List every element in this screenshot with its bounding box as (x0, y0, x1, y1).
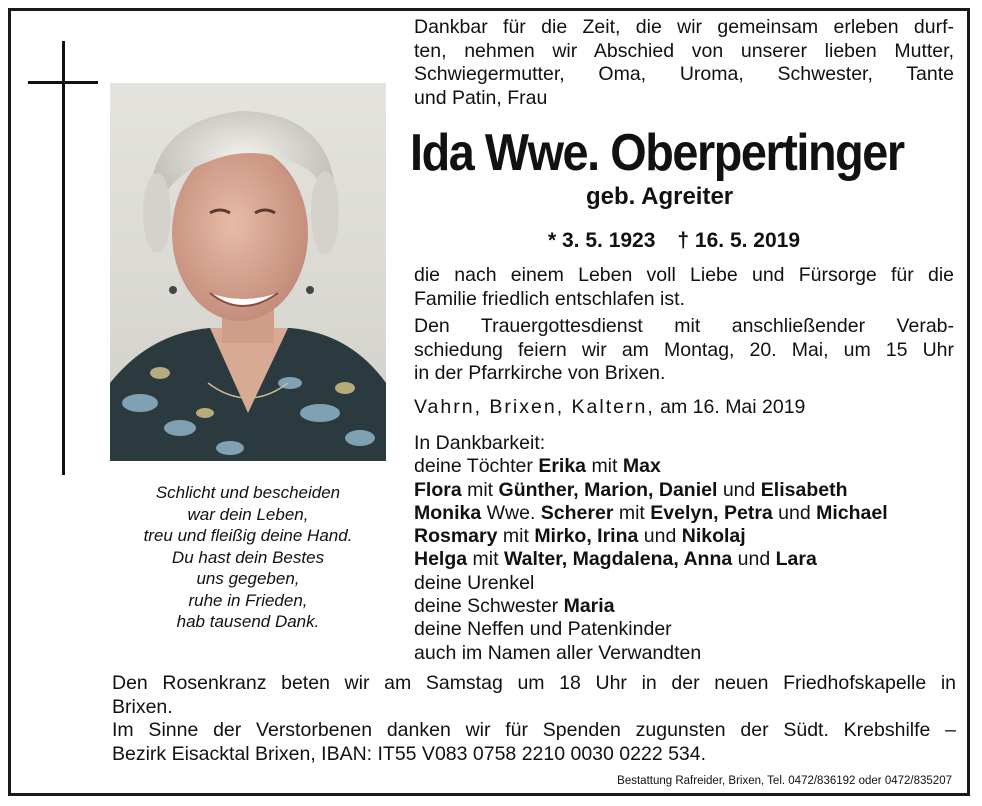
poem-line: uns gegeben, (196, 569, 300, 588)
intro-line: Schwiegermutter, Oma, Uroma, Schwester, Tante (414, 63, 954, 85)
mourner-name: Walter, Magdalena, Anna (503, 548, 733, 571)
mourner-text: deine Schwester (414, 595, 559, 618)
mourner-text: und (643, 525, 677, 548)
mourner-name: Monika (414, 501, 482, 524)
poem-line: treu und fleißig deine Hand. (143, 526, 353, 545)
mourner-line (414, 455, 959, 478)
mourner-line (414, 595, 959, 618)
intro-text (414, 16, 954, 110)
donation-line: Bezirk Eisacktal Brixen, IBAN: IT55 V083 0758 2210 0030 0222 534. (112, 742, 707, 765)
mourner-name: Maria (563, 595, 615, 618)
birth-date: * 3. 5. 1923 (548, 229, 656, 252)
cross-icon (62, 41, 65, 475)
poem-line: Du hast dein Bestes (171, 547, 325, 567)
mourner-name: Scherer (540, 501, 614, 524)
mourner-text: mit (467, 478, 494, 501)
place-and-date (414, 396, 805, 419)
thanks-heading: In Dankbarkeit: (414, 432, 546, 454)
deceased-name: Ida Wwe. Oberpertinger (410, 124, 904, 182)
cross-icon-bar (28, 81, 98, 84)
mourner-name: Nikolaj (681, 525, 746, 548)
mourner-name: Flora (414, 478, 462, 501)
announcements (112, 672, 956, 766)
poem-line: ruhe in Frieden, (188, 590, 308, 610)
poem-line: Schlicht und bescheiden (155, 483, 341, 502)
intro-line: ten, nehmen wir Abschied von unserer lieben Mutter, (414, 39, 954, 62)
rosary-line: Den Rosenkranz beten wir am Samstag um 18 Uhr in der neuen Friedhofskapelle in (112, 672, 956, 694)
mourner-text: Wwe. (486, 501, 536, 524)
mourner-name: Mirko, Irina (534, 525, 639, 548)
service-line: in der Pfarrkirche von Brixen. (414, 362, 666, 384)
mourner-name: Günther, Marion, Daniel (498, 478, 718, 501)
mourner-name: Elisabeth (760, 478, 848, 501)
death-date: † 16. 5. 2019 (677, 229, 801, 252)
mourner-line: auch im Namen aller Verwandten (414, 641, 702, 664)
mourner-line (414, 548, 959, 571)
mourner-text: mit (502, 525, 529, 548)
mourner-name: Max (622, 455, 661, 478)
mourner-line (414, 525, 959, 548)
rosary-line: Brixen. (112, 695, 173, 718)
notice-date: am 16. Mai 2019 (660, 396, 806, 418)
mourner-name: Erika (538, 455, 587, 478)
places: Vahrn, Brixen, Kaltern, (414, 396, 655, 418)
service-text (414, 315, 954, 386)
poem-line: hab tausend Dank. (176, 612, 320, 631)
mourner-text: mit (591, 455, 618, 478)
mourner-line: deine Neffen und Patenkinder (414, 618, 672, 641)
mourner-line: deine Urenkel (414, 571, 535, 594)
maiden-name: geb. Agreiter (586, 183, 734, 210)
memorial-poem (120, 482, 376, 633)
mourner-name: Michael (816, 501, 888, 524)
passing-line: Familie friedlich entschlafen ist. (414, 287, 685, 310)
mourner-line (414, 502, 959, 525)
mourner-text: mit (618, 501, 645, 524)
mourner-text: und (778, 501, 811, 524)
mourner-text: und (737, 548, 771, 571)
mourners-list (414, 432, 959, 665)
mourner-text: mit (472, 548, 499, 571)
mourner-name: Lara (775, 548, 817, 571)
life-dates (548, 229, 800, 253)
service-line: Den Trauergottesdienst mit anschließender Verab- (414, 315, 954, 337)
intro-line: und Patin, Frau (414, 86, 548, 109)
funeral-home-footer: Bestattung Rafreider, Brixen, Tel. 0472/836192 oder 0472/835207 (617, 775, 952, 787)
intro-line: Dankbar für die Zeit, die wir gemeinsam erleben durf- (414, 16, 954, 38)
mourner-text: und (722, 478, 756, 501)
mourner-name: Evelyn, Petra (650, 501, 773, 524)
passing-text (414, 264, 954, 311)
mourner-name: Helga (414, 548, 468, 571)
mourner-text: deine Töchter (414, 455, 533, 478)
poem-line: war dein Leben, (187, 504, 309, 524)
passing-line: die nach einem Leben voll Liebe und Fürsorge für die (414, 264, 954, 286)
service-line: schiedung feiern wir am Montag, 20. Mai, um 15 Uhr (414, 338, 954, 361)
mourner-line (414, 479, 959, 502)
donation-line: Im Sinne der Verstorbenen danken wir für Spenden zugunsten der Südt. Krebshilfe – (112, 719, 956, 741)
mourner-name: Rosmary (414, 525, 498, 548)
portrait-photo (110, 83, 386, 461)
